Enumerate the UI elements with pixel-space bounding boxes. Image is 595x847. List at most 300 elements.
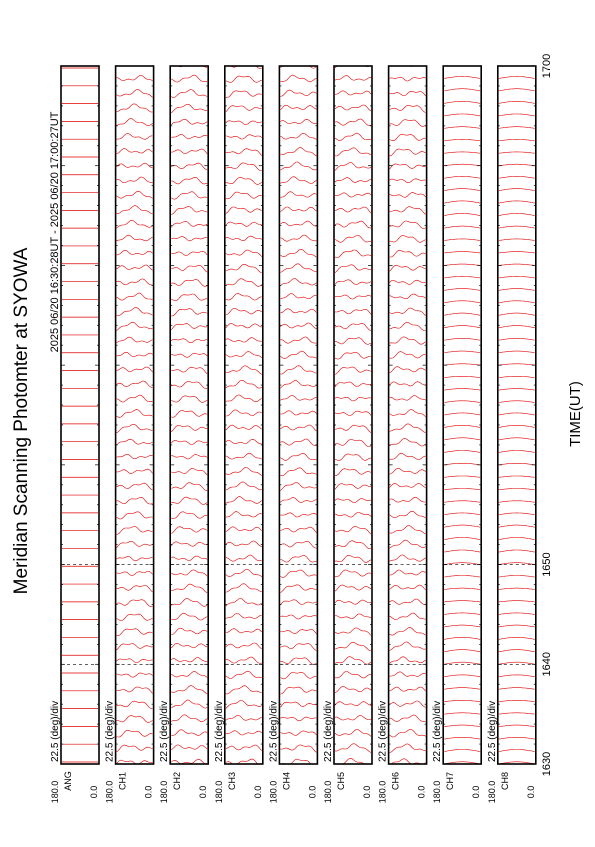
channel-label: CH2 — [172, 771, 183, 791]
trace-line — [226, 149, 262, 156]
trace-line — [226, 410, 262, 416]
trace-line — [444, 737, 480, 739]
trace-line — [444, 264, 480, 265]
trace-line — [499, 289, 535, 291]
trace-line — [444, 276, 480, 278]
trace-line — [499, 675, 535, 677]
trace-line — [280, 483, 316, 491]
trace-line — [171, 75, 207, 82]
panel-ch1 — [105, 66, 154, 803]
channel-label: CH5 — [336, 771, 346, 791]
trace-line — [226, 701, 262, 709]
trace-line — [444, 750, 480, 752]
trace-line — [226, 324, 262, 328]
trace-line — [171, 149, 207, 154]
trace-line — [171, 672, 207, 678]
trace-line — [226, 629, 262, 633]
trace-line — [499, 176, 535, 178]
trace-line — [117, 177, 153, 183]
trace-line — [444, 688, 480, 690]
trace-line — [390, 511, 426, 518]
trace-line — [499, 613, 535, 615]
trace-line — [226, 163, 262, 171]
trace-line — [444, 601, 480, 602]
panel-frame — [334, 66, 372, 764]
trace-line — [444, 301, 480, 303]
trace-line — [280, 658, 316, 665]
trace-line — [499, 688, 535, 690]
y-min-label: 0.0 — [416, 785, 427, 799]
trace-group — [335, 66, 371, 764]
trace-line — [444, 513, 480, 515]
trace-line — [499, 139, 535, 140]
scale-label: 22.5 (deg)/div — [268, 700, 280, 762]
channel-label: CH4 — [281, 771, 292, 791]
trace-line — [171, 221, 207, 227]
trace-line — [171, 324, 207, 330]
trace-line — [335, 642, 371, 650]
trace-line — [444, 239, 480, 241]
trace-line — [117, 322, 153, 330]
trace-line — [171, 599, 207, 607]
scale-label: 22.5 (deg)/div — [104, 700, 116, 762]
trace-line — [335, 178, 371, 183]
trace-line — [444, 613, 480, 615]
trace-line — [499, 364, 535, 365]
channel-label: CH6 — [390, 771, 401, 791]
trace-line — [335, 411, 371, 415]
y-min-label: 0.0 — [143, 785, 154, 799]
trace-line — [390, 352, 426, 359]
trace-line — [171, 700, 207, 708]
trace-line — [226, 236, 262, 241]
trace-line — [390, 382, 426, 386]
trace-line — [335, 628, 371, 635]
trace-line — [390, 134, 426, 141]
trace-line — [444, 525, 480, 527]
trace-line — [117, 410, 153, 418]
panel-ch7 — [432, 66, 481, 803]
trace-line — [499, 226, 535, 228]
trace-line — [499, 389, 535, 391]
trace-line — [499, 576, 535, 578]
trace-line — [390, 570, 426, 575]
trace-line — [335, 382, 371, 387]
trace-line — [390, 715, 426, 722]
trace-line — [390, 367, 426, 373]
trace-line — [390, 599, 426, 605]
trace-line — [499, 326, 535, 328]
trace-line — [280, 556, 316, 563]
trace-line — [390, 250, 426, 257]
trace-line — [226, 745, 262, 751]
trace-line — [117, 673, 153, 677]
trace-line — [117, 541, 153, 547]
trace-line — [444, 252, 480, 253]
trace-line — [499, 601, 535, 602]
trace-line — [444, 576, 480, 578]
trace-line — [171, 237, 207, 241]
trace-line — [335, 758, 371, 764]
trace-line — [499, 501, 535, 503]
trace-line — [171, 658, 207, 662]
trace-line — [444, 389, 480, 391]
trace-line — [390, 497, 426, 502]
trace-line — [335, 352, 371, 359]
trace-line — [390, 729, 426, 737]
trace-line — [171, 542, 207, 546]
trace-line — [499, 213, 535, 215]
trace-line — [226, 541, 262, 546]
trace-line — [280, 585, 316, 593]
trace-line — [280, 177, 316, 184]
trace-line — [499, 101, 535, 103]
trace-line — [390, 280, 426, 284]
trace-line — [117, 716, 153, 723]
trace-line — [226, 527, 262, 532]
trace-line — [280, 133, 316, 139]
trace-line — [444, 675, 480, 677]
trace-line — [117, 367, 153, 372]
trace-line — [171, 512, 207, 519]
trace-line — [171, 686, 207, 695]
panel-frame — [443, 66, 481, 764]
trace-line — [499, 413, 535, 415]
trace-line — [226, 264, 262, 272]
channel-label: CH8 — [499, 771, 510, 791]
panel-group — [50, 66, 536, 803]
scale-label: 22.5 (deg)/div — [50, 700, 61, 762]
trace-line — [117, 279, 153, 285]
panel-ch4 — [268, 66, 317, 803]
trace-line — [117, 89, 153, 97]
time-range-label: 2025 06/20 16:30:28UT - 2025 06/20 17:00:27UT — [49, 111, 61, 353]
trace-line — [499, 463, 535, 465]
trace-line — [226, 439, 262, 444]
trace-line — [390, 294, 426, 299]
trace-line — [335, 729, 371, 736]
trace-line — [390, 483, 426, 487]
trace-line — [280, 702, 316, 707]
trace-line — [117, 687, 153, 694]
trace-line — [390, 207, 426, 215]
trace-line — [335, 148, 371, 156]
trace-line — [499, 189, 535, 191]
trace-line — [117, 265, 153, 270]
trace-line — [117, 701, 153, 708]
trace-group — [390, 66, 426, 764]
trace-line — [499, 152, 535, 153]
trace-line — [226, 686, 262, 694]
y-max-label: 180.0 — [213, 780, 224, 804]
trace-line — [280, 162, 316, 170]
trace-line — [280, 687, 316, 694]
trace-line — [171, 613, 207, 620]
trace-line — [335, 323, 371, 330]
trace-line — [117, 659, 153, 663]
trace-line — [280, 600, 316, 605]
trace-line — [444, 550, 480, 552]
trace-line — [499, 662, 535, 664]
trace-line — [280, 513, 316, 517]
trace-line — [499, 301, 535, 303]
x-tick-label: 1640 — [540, 652, 553, 677]
trace-line — [390, 77, 426, 81]
trace-group — [62, 68, 98, 762]
trace-line — [390, 453, 426, 460]
trace-line — [226, 425, 262, 430]
trace-line — [335, 513, 371, 518]
trace-line — [335, 541, 371, 549]
trace-line — [390, 613, 426, 620]
trace-line — [117, 191, 153, 198]
trace-line — [335, 425, 371, 432]
trace-line — [335, 280, 371, 285]
trace-line — [226, 555, 262, 561]
trace-line — [335, 133, 371, 140]
trace-line — [335, 484, 371, 490]
trace-line — [171, 381, 207, 388]
trace-line — [499, 438, 535, 440]
trace-line — [499, 376, 535, 377]
trace-line — [390, 179, 426, 183]
trace-line — [117, 497, 153, 504]
trace-line — [444, 114, 480, 116]
trace-line — [280, 425, 316, 431]
trace-line — [444, 338, 480, 340]
trace-line — [280, 644, 316, 651]
trace-line — [444, 537, 480, 539]
trace-line — [499, 625, 535, 627]
trace-line — [117, 629, 153, 636]
trace-line — [171, 745, 207, 750]
trace-line — [390, 657, 426, 664]
trace-line — [444, 625, 480, 627]
trace-line — [226, 671, 262, 678]
trace-line — [390, 438, 426, 446]
panel-frame — [225, 66, 263, 764]
trace-line — [280, 629, 316, 633]
y-min-label: 0.0 — [525, 785, 536, 799]
trace-line — [171, 396, 207, 403]
trace-line — [499, 89, 535, 91]
trace-line — [390, 627, 426, 635]
x-tick-label: 1630 — [540, 751, 553, 777]
trace-line — [171, 280, 207, 287]
trace-line — [390, 555, 426, 561]
trace-line — [280, 366, 316, 374]
trace-line — [117, 206, 153, 214]
trace-line — [171, 570, 207, 576]
trace-line — [335, 235, 371, 242]
trace-group — [444, 66, 480, 764]
trace-line — [117, 381, 153, 388]
trace-line — [499, 252, 535, 253]
trace-line — [444, 650, 480, 652]
trace-line — [390, 540, 426, 548]
trace-line — [171, 556, 207, 561]
panel-ch6 — [378, 66, 427, 803]
y-max-label: 180.0 — [486, 780, 497, 804]
trace-line — [117, 352, 153, 356]
trace-line — [280, 439, 316, 446]
trace-line — [444, 289, 480, 291]
trace-line — [335, 207, 371, 213]
trace-line — [335, 338, 371, 345]
trace-line — [226, 715, 262, 720]
panel-frame — [61, 66, 99, 764]
panel-ch5 — [323, 66, 372, 803]
trace-line — [117, 483, 153, 490]
trace-line — [335, 221, 371, 228]
trace-line — [335, 250, 371, 258]
trace-group — [117, 66, 153, 764]
trace-line — [335, 702, 371, 706]
trace-line — [335, 265, 371, 273]
trace-line — [226, 279, 262, 287]
trace-line — [226, 380, 262, 388]
trace-line — [171, 353, 207, 357]
trace-line — [171, 134, 207, 138]
trace-line — [171, 730, 207, 736]
trace-line — [335, 105, 371, 111]
trace-line — [444, 127, 480, 129]
trace-line — [117, 600, 153, 607]
trace-line — [499, 537, 535, 539]
panel-ch2 — [159, 66, 208, 803]
trace-line — [499, 425, 535, 427]
panel-ch3 — [214, 66, 263, 803]
trace-line — [171, 584, 207, 593]
trace-line — [390, 468, 426, 474]
trace-line — [280, 207, 316, 212]
trace-line — [444, 637, 480, 639]
trace-line — [280, 309, 316, 313]
trace-line — [226, 569, 262, 577]
trace-line — [171, 527, 207, 534]
trace-line — [335, 570, 371, 577]
x-tick-label: 1650 — [540, 552, 553, 577]
trace-line — [499, 650, 535, 652]
trace-line — [335, 119, 371, 125]
trace-line — [117, 439, 153, 445]
y-max-label: 180.0 — [268, 780, 279, 804]
trace-line — [171, 411, 207, 418]
trace-line — [499, 737, 535, 739]
trace-line — [335, 499, 371, 503]
trace-line — [280, 411, 316, 415]
trace-line — [499, 525, 535, 527]
trace-line — [117, 220, 153, 228]
trace-line — [444, 501, 480, 503]
trace-line — [335, 454, 371, 461]
trace-line — [117, 644, 153, 650]
trace-line — [171, 265, 207, 272]
trace-line — [444, 463, 480, 465]
trace-line — [444, 476, 480, 477]
trace-line — [335, 295, 371, 299]
trace-line — [444, 725, 480, 727]
trace-line — [390, 149, 426, 156]
trace-line — [280, 148, 316, 157]
scale-label: 22.5 (deg)/div — [213, 700, 225, 762]
trace-line — [280, 294, 316, 299]
trace-line — [444, 401, 480, 403]
trace-line — [444, 189, 480, 191]
trace-line — [226, 222, 262, 226]
trace-line — [280, 672, 316, 679]
trace-line — [444, 489, 480, 490]
trace-line — [117, 119, 153, 126]
x-tick-label: 1700 — [540, 53, 553, 79]
y-min-label: 0.0 — [89, 785, 99, 799]
trace-line — [444, 76, 480, 78]
trace-line — [280, 351, 316, 358]
trace-line — [117, 571, 153, 575]
trace-line — [444, 164, 480, 166]
trace-line — [499, 476, 535, 477]
trace-line — [171, 339, 207, 343]
trace-line — [390, 193, 426, 198]
trace-line — [171, 294, 207, 301]
trace-line — [226, 91, 262, 98]
trace-line — [280, 249, 316, 257]
trace-line — [171, 425, 207, 432]
trace-line — [117, 526, 153, 534]
panel-frame — [498, 66, 536, 764]
trace-line — [171, 715, 207, 722]
trace-line — [444, 700, 480, 701]
trace-line — [226, 453, 262, 459]
scale-label: 22.5 (deg)/div — [486, 700, 498, 762]
trace-line — [335, 657, 371, 665]
trace-line — [335, 309, 371, 314]
trace-line — [444, 376, 480, 377]
trace-line — [444, 213, 480, 215]
trace-line — [117, 469, 153, 474]
trace-line — [226, 467, 262, 475]
trace-line — [117, 337, 153, 343]
trace-line — [280, 90, 316, 96]
trace-line — [171, 455, 207, 459]
channel-label: CH3 — [226, 771, 237, 791]
trace-line — [335, 672, 371, 678]
trace-line — [335, 585, 371, 591]
trace-line — [280, 192, 316, 198]
trace-line — [335, 469, 371, 476]
trace-line — [390, 526, 426, 535]
trace-line — [171, 104, 207, 112]
trace-line — [117, 235, 153, 241]
trace-line — [390, 322, 426, 330]
trace-line — [280, 221, 316, 226]
trace-line — [117, 586, 153, 593]
trace-line — [171, 206, 207, 214]
trace-line — [226, 512, 262, 517]
trace-line — [117, 454, 153, 458]
trace-line — [444, 713, 480, 714]
trace-line — [444, 364, 480, 365]
trace-line — [226, 657, 262, 663]
y-min-label: 0.0 — [307, 785, 318, 799]
trace-line — [499, 264, 535, 265]
trace-line — [280, 396, 316, 401]
trace-line — [226, 106, 262, 112]
trace-group — [280, 66, 316, 764]
trace-line — [280, 541, 316, 548]
trace-line — [390, 687, 426, 691]
trace-line — [499, 725, 535, 727]
